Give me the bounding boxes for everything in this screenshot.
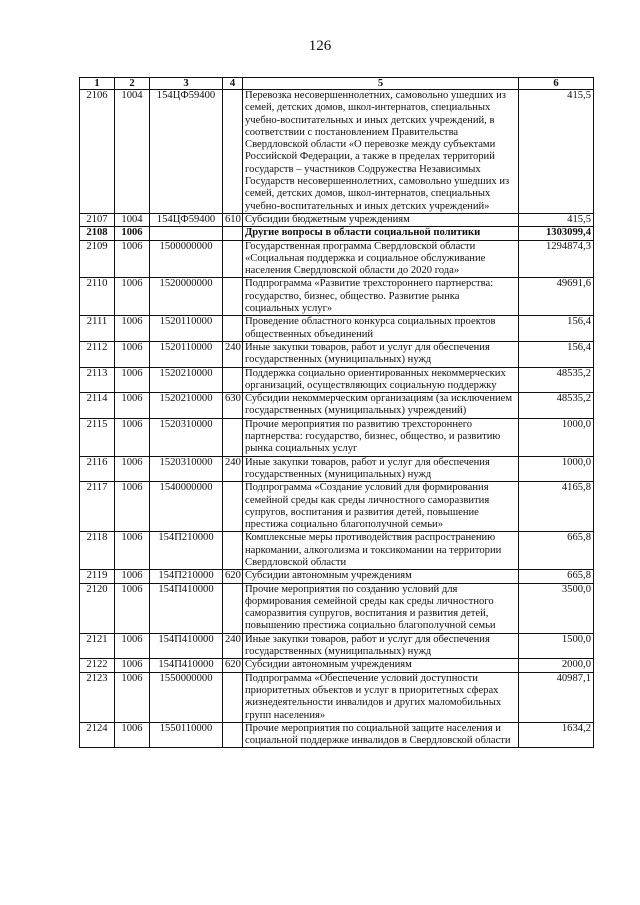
section-code-cell: 1004: [115, 90, 150, 214]
expense-type-cell: [223, 278, 243, 316]
description-cell: Перевозка несовершеннолетних, самовольно ушедших из семей, детских домов, школ-интернатов, специальных учебно-воспитательных и иных детских учреждений, в соответствии с постановлением Правительства Свердловской области «О перевозке между субъектами Российской Федерации, а также в пределах территорий государств – участников Содружества Независимых Государств несовершеннолетних, самовольно ушедших из семей, детских домов, школ-интернатов, специальных учебно-воспитательных и иных детских учреждений»: [243, 90, 519, 214]
target-code-cell: 154П410000: [150, 583, 223, 633]
expense-type-cell: [223, 316, 243, 342]
description-cell: Поддержка социально ориентированных некоммерческих организаций, осуществляющих социальную поддержку: [243, 367, 519, 393]
description-cell: Субсидии бюджетным учреждениям: [243, 213, 519, 226]
amount-cell: 1000,0: [519, 456, 594, 482]
amount-cell: 415,5: [519, 213, 594, 226]
table-row: [80, 393, 594, 419]
description-cell: Субсидии некоммерческим организациям (за исключением государственных (муниципальных) учреждений): [243, 393, 519, 419]
amount-cell: 665,8: [519, 532, 594, 570]
row-number-cell: 2114: [80, 393, 115, 419]
target-code-cell: 1520310000: [150, 456, 223, 482]
target-code-cell: 1520210000: [150, 393, 223, 419]
amount-cell: 1294874,3: [519, 240, 594, 278]
expense-type-cell: [223, 367, 243, 393]
description-cell: Проведение областного конкурса социальных проектов общественных объединений: [243, 316, 519, 342]
table-row: [80, 240, 594, 278]
expense-type-cell: 240: [223, 341, 243, 367]
column-header: 4: [223, 78, 243, 90]
target-code-cell: 154П410000: [150, 659, 223, 672]
column-header: 6: [519, 78, 594, 90]
amount-cell: 3500,0: [519, 583, 594, 633]
amount-cell: 1303099,4: [519, 227, 594, 240]
row-number-cell: 2110: [80, 278, 115, 316]
amount-cell: 665,8: [519, 570, 594, 583]
section-code-cell: 1006: [115, 722, 150, 748]
description-cell: Прочие мероприятия по социальной защите населения и социальной поддержке инвалидов в Свердловской области: [243, 722, 519, 748]
table-row: [80, 278, 594, 316]
row-number-cell: 2111: [80, 316, 115, 342]
expense-type-cell: [223, 532, 243, 570]
target-code-cell: 1550110000: [150, 722, 223, 748]
table-row: [80, 341, 594, 367]
section-code-cell: 1006: [115, 240, 150, 278]
expense-type-cell: 240: [223, 456, 243, 482]
section-code-cell: 1006: [115, 316, 150, 342]
table-row: [80, 482, 594, 532]
expense-type-cell: [223, 722, 243, 748]
amount-cell: 156,4: [519, 316, 594, 342]
table-row: [80, 367, 594, 393]
row-number-cell: 2119: [80, 570, 115, 583]
section-code-cell: 1004: [115, 213, 150, 226]
section-code-cell: 1006: [115, 532, 150, 570]
section-code-cell: 1006: [115, 278, 150, 316]
description-cell: Комплексные меры противодействия распространению наркомании, алкоголизма и токсикомании на территории Свердловской области: [243, 532, 519, 570]
amount-cell: 4165,8: [519, 482, 594, 532]
column-header: 1: [80, 78, 115, 90]
target-code-cell: 1520310000: [150, 418, 223, 456]
row-number-cell: 2106: [80, 90, 115, 214]
expense-type-cell: 620: [223, 659, 243, 672]
row-number-cell: 2115: [80, 418, 115, 456]
table-row: [80, 672, 594, 722]
expense-type-cell: [223, 90, 243, 214]
table-row: [80, 583, 594, 633]
target-code-cell: 1520110000: [150, 341, 223, 367]
row-number-cell: 2118: [80, 532, 115, 570]
page-number: 126: [308, 38, 332, 54]
amount-cell: 40987,1: [519, 672, 594, 722]
description-cell: Подпрограмма «Развитие трехстороннего партнерства: государство, бизнес, общество. Развитие рынка социальных услуг»: [243, 278, 519, 316]
description-cell: Субсидии автономным учреждениям: [243, 659, 519, 672]
table-row: [80, 213, 594, 226]
expense-type-cell: [223, 227, 243, 240]
amount-cell: 1000,0: [519, 418, 594, 456]
expense-type-cell: [223, 418, 243, 456]
section-code-cell: 1006: [115, 659, 150, 672]
column-header: 5: [243, 78, 519, 90]
description-cell: Иные закупки товаров, работ и услуг для обеспечения государственных (муниципальных) нужд: [243, 633, 519, 659]
amount-cell: 415,5: [519, 90, 594, 214]
amount-cell: 1500,0: [519, 633, 594, 659]
target-code-cell: 1520210000: [150, 367, 223, 393]
target-code-cell: [150, 227, 223, 240]
description-cell: Прочие мероприятия по созданию условий для формирования семейной среды как среды личностного саморазвития супругов, воспитания и развития детей, повышению престижа социально благополучной семьи: [243, 583, 519, 633]
expense-type-cell: [223, 672, 243, 722]
row-number-cell: 2120: [80, 583, 115, 633]
expense-type-cell: [223, 240, 243, 278]
row-number-cell: 2122: [80, 659, 115, 672]
target-code-cell: 154П210000: [150, 532, 223, 570]
table-row: [80, 722, 594, 748]
description-cell: Иные закупки товаров, работ и услуг для обеспечения государственных (муниципальных) нужд: [243, 341, 519, 367]
row-number-cell: 2113: [80, 367, 115, 393]
description-cell: Прочие мероприятия по развитию трехстороннего партнерства: государство, бизнес, общество, и развитию рынка социальных услуг: [243, 418, 519, 456]
expense-type-cell: 610: [223, 213, 243, 226]
section-code-cell: 1006: [115, 633, 150, 659]
table-row: [80, 418, 594, 456]
budget-table: [79, 77, 594, 748]
table-row: [80, 456, 594, 482]
row-number-cell: 2123: [80, 672, 115, 722]
target-code-cell: 1550000000: [150, 672, 223, 722]
amount-cell: 49691,6: [519, 278, 594, 316]
amount-cell: 48535,2: [519, 393, 594, 419]
section-code-cell: 1006: [115, 482, 150, 532]
expense-type-cell: 620: [223, 570, 243, 583]
row-number-cell: 2116: [80, 456, 115, 482]
expense-type-cell: [223, 482, 243, 532]
section-code-cell: 1006: [115, 456, 150, 482]
row-number-cell: 2124: [80, 722, 115, 748]
amount-cell: 2000,0: [519, 659, 594, 672]
section-code-cell: 1006: [115, 393, 150, 419]
table-body: [80, 90, 594, 748]
expense-type-cell: 240: [223, 633, 243, 659]
section-code-cell: 1006: [115, 672, 150, 722]
table-row: [80, 532, 594, 570]
target-code-cell: 154П410000: [150, 633, 223, 659]
table-row: [80, 227, 594, 240]
description-cell: Государственная программа Свердловской области «Социальная поддержка и социальное обслуживание населения Свердловской области до 2020 года»: [243, 240, 519, 278]
description-cell: Подпрограмма «Создание условий для формирования семейной среды как среды личностного саморазвития супругов, воспитания и развития детей, повышение престижа социально благополучной семьи»: [243, 482, 519, 532]
section-code-cell: 1006: [115, 341, 150, 367]
target-code-cell: 1520000000: [150, 278, 223, 316]
expense-type-cell: [223, 583, 243, 633]
row-number-cell: 2112: [80, 341, 115, 367]
description-cell: Подпрограмма «Обеспечение условий доступности приоритетных объектов и услуг в приоритетных сферах жизнедеятельности инвалидов и других маломобильных групп населения»: [243, 672, 519, 722]
table-row: [80, 90, 594, 214]
table-row: [80, 570, 594, 583]
target-code-cell: 154ЦФ59400: [150, 213, 223, 226]
row-number-cell: 2117: [80, 482, 115, 532]
amount-cell: 156,4: [519, 341, 594, 367]
target-code-cell: 1540000000: [150, 482, 223, 532]
table-row: [80, 633, 594, 659]
column-header: 3: [150, 78, 223, 90]
description-cell: Другие вопросы в области социальной политики: [243, 227, 519, 240]
target-code-cell: 154ЦФ59400: [150, 90, 223, 214]
section-code-cell: 1006: [115, 570, 150, 583]
column-header: 2: [115, 78, 150, 90]
description-cell: Иные закупки товаров, работ и услуг для обеспечения государственных (муниципальных) нужд: [243, 456, 519, 482]
amount-cell: 48535,2: [519, 367, 594, 393]
expense-type-cell: 630: [223, 393, 243, 419]
target-code-cell: 154П210000: [150, 570, 223, 583]
section-code-cell: 1006: [115, 367, 150, 393]
section-code-cell: 1006: [115, 227, 150, 240]
row-number-cell: 2107: [80, 213, 115, 226]
table-header-row: [80, 78, 594, 90]
amount-cell: 1634,2: [519, 722, 594, 748]
description-cell: Субсидии автономным учреждениям: [243, 570, 519, 583]
table-row: [80, 659, 594, 672]
target-code-cell: 1500000000: [150, 240, 223, 278]
row-number-cell: 2108: [80, 227, 115, 240]
target-code-cell: 1520110000: [150, 316, 223, 342]
row-number-cell: 2121: [80, 633, 115, 659]
section-code-cell: 1006: [115, 418, 150, 456]
section-code-cell: 1006: [115, 583, 150, 633]
row-number-cell: 2109: [80, 240, 115, 278]
table-row: [80, 316, 594, 342]
